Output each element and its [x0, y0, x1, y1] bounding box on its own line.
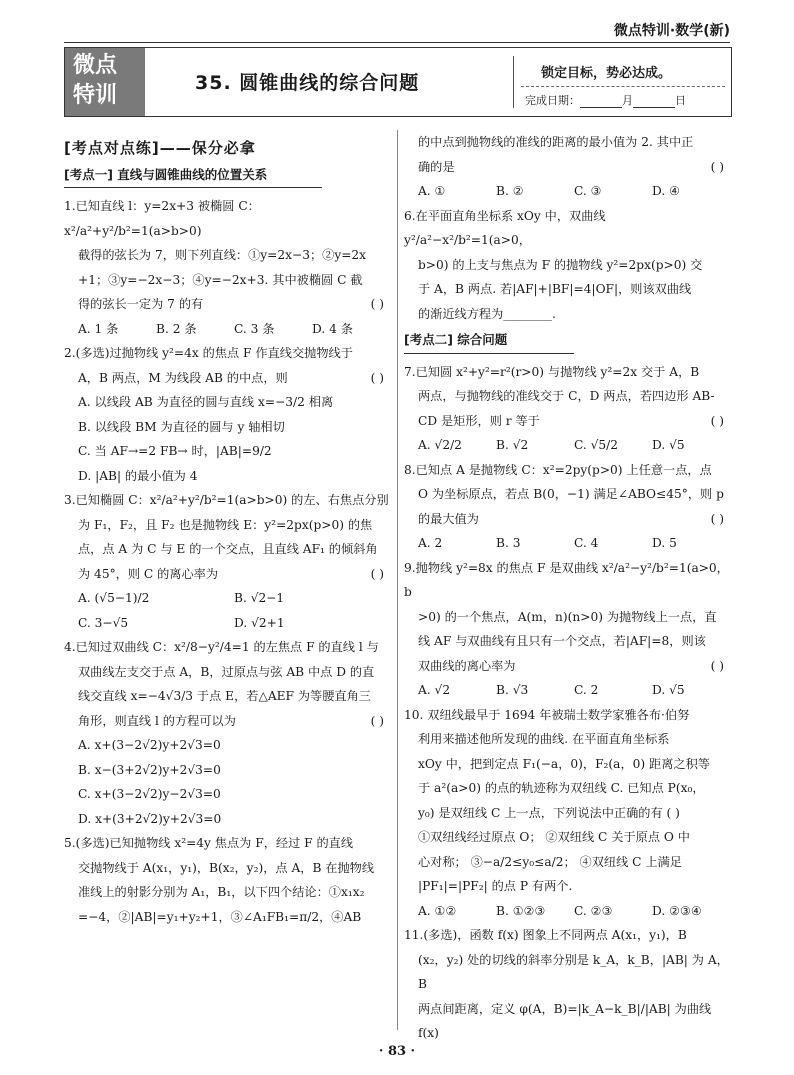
- topic-1-title: [考点一] 直线与圆锥曲线的位置关系: [64, 163, 322, 189]
- q3-option-a[interactable]: A. (√5−1)/2: [78, 591, 150, 605]
- q3-options-row-2: [64, 611, 390, 636]
- motto: 锁定目标，势必达成。: [541, 66, 672, 81]
- q2-option-d[interactable]: D. |AB| 的最小值为 4: [78, 468, 198, 483]
- q7-option-a[interactable]: A. √2/2: [418, 438, 462, 452]
- question-9: [404, 556, 730, 703]
- q1-line-1: 1.已知直线 l：y=2x+3 被椭圆 C：x²/a²+y²/b²=1(a>b>0): [64, 199, 260, 238]
- q1-option-d[interactable]: D. 4 条: [312, 321, 353, 336]
- question-8: [404, 458, 730, 556]
- q3-line-4: 为 45°，则 C 的离心率为: [78, 566, 219, 581]
- series-title: 微点特训·数学(新): [613, 23, 730, 39]
- q7-line-1: 7.已知圆 x²+y²=r²(r>0) 与抛物线 y²=2x 交于 A，B: [404, 364, 700, 379]
- q10-line-1: 10. 双纽线最早于 1694 年被瑞士数学家雅各布·伯努: [404, 707, 690, 722]
- q1-line-4: 得的弦长一定为 7 的有: [78, 297, 204, 311]
- q6-line-3: 于 A，B 两点. 若|AF|+|BF|=4|OF|，则该双曲线: [418, 282, 692, 296]
- q8-option-d[interactable]: D. 5: [652, 536, 677, 550]
- q8-option-a[interactable]: A. 2: [418, 536, 443, 550]
- date-label: 完成日期：: [525, 94, 580, 107]
- q10-line-6: ①双纽线经过原点 O； ②双纽线 C 关于原点 O 中: [418, 830, 690, 844]
- q10-option-c[interactable]: C. ②③: [574, 903, 613, 918]
- q5-line-6: 确的是: [418, 159, 455, 174]
- q10-line-2: 利用来描述他所发现的曲线. 在平面直角坐标系: [418, 732, 670, 746]
- q2-option-a[interactable]: A. 以线段 AB 为直径的圆与直线 x=−3/2 相离: [78, 395, 334, 409]
- month-blank[interactable]: [580, 96, 622, 108]
- page-number: · 83 ·: [378, 1044, 416, 1059]
- q8-line-2: O 为坐标原点，若点 B(0，−1) 满足∠ABO≤45°，则 p: [418, 487, 724, 501]
- q10-line-5: y₀) 是双纽线 C 上一点，下列说法中正确的有 ( ): [418, 805, 680, 820]
- logo-line-2: 特训: [73, 83, 118, 108]
- section-title: [考点对点练]——保分必拿: [64, 139, 256, 157]
- question-5-continued: [404, 130, 730, 204]
- question-1: [64, 194, 390, 341]
- day-label: 日: [675, 94, 686, 107]
- q8-line-3: 的最大值为: [418, 511, 479, 526]
- q7-option-c[interactable]: C. √5/2: [574, 438, 619, 452]
- question-2: [64, 341, 390, 488]
- question-4: [64, 635, 390, 831]
- q5-option-b[interactable]: B. ②: [496, 184, 524, 198]
- q7-option-d[interactable]: D. √5: [652, 438, 685, 452]
- q4-option-b[interactable]: B. x−(3+2√2)y+2√3=0: [78, 762, 221, 777]
- q2-line-1: 2.(多选)过抛物线 y²=4x 的焦点 F 作直线交抛物线于: [64, 346, 353, 360]
- q10-option-b[interactable]: B. ①②③: [496, 903, 546, 918]
- q2-line-2: A，B 两点，M 为线段 AB 的中点，则: [78, 370, 288, 385]
- chapter-title: 35. 圆锥曲线的综合问题: [195, 72, 420, 94]
- q4-option-c[interactable]: C. x+(3−2√2)y−2√3=0: [78, 787, 221, 801]
- q9-option-b[interactable]: B. √3: [496, 683, 529, 697]
- q2-answer-paren[interactable]: ( ): [370, 370, 384, 385]
- q10-line-8: |PF₁|=|PF₂| 的点 P 有两个.: [418, 879, 573, 893]
- q11-line-2: (x₂，y₂) 处的切线的斜率分别是 k_A，k_B，|AB| 为 A，B: [418, 952, 729, 991]
- q10-line-4: 于 a²(a>0) 的点的轨迹称为双纽线 C. 已知点 P(x₀，: [418, 781, 705, 795]
- q1-line-2: 截得的弦长为 7，则下列直线：①y=2x−3；②y=2x: [78, 248, 367, 262]
- q9-option-c[interactable]: C. 2: [574, 683, 599, 697]
- month-label: 月: [622, 94, 633, 107]
- q4-line-4: 角形，则直线 l 的方程可以为: [78, 713, 236, 728]
- q9-options: [404, 678, 730, 703]
- q11-line-3: 两点间距离，定义 φ(A，B)=|k_A−k_B|/|AB| 为曲线 f(x): [418, 1001, 712, 1040]
- q6-line-2: b>0) 的上支与焦点为 F 的抛物线 y²=2px(p>0) 交: [418, 257, 703, 272]
- q5-line-2: 交抛物线于 A(x₁，y₁)，B(x₂，y₂)，点 A，B 在抛物线: [78, 860, 375, 875]
- chapter-header: [64, 47, 732, 117]
- q9-option-d[interactable]: D. √5: [652, 683, 685, 697]
- q7-line-3: CD 是矩形，则 r 等于: [418, 413, 540, 428]
- q4-answer-paren[interactable]: ( ): [370, 713, 384, 728]
- q8-answer-paren[interactable]: ( ): [710, 511, 724, 526]
- q10-line-7: 心对称； ③−a/2≤y₀≤a/2； ④双纽线 C 上满足: [418, 854, 682, 869]
- q4-line-3: 线交直线 x=−4√3/3 于点 E，若△AEF 为等腰直角三: [78, 689, 371, 703]
- logo-line-1: 微点: [73, 53, 118, 78]
- day-blank[interactable]: [633, 96, 675, 108]
- q4-line-1: 4.已知过双曲线 C：x²/8−y²/4=1 的左焦点 F 的直线 l 与: [64, 640, 379, 654]
- q3-option-c[interactable]: C. 3−√5: [78, 615, 129, 630]
- q5-line-5: 的中点到抛物线的准线的距离的最小值为 2. 其中正: [418, 135, 694, 149]
- right-column: [404, 130, 730, 1046]
- q3-answer-paren[interactable]: ( ): [370, 566, 384, 581]
- logo: [65, 48, 145, 116]
- q8-option-c[interactable]: C. 4: [574, 536, 599, 550]
- q9-line-4: 双曲线的离心率为: [418, 658, 516, 673]
- q9-answer-paren[interactable]: ( ): [710, 658, 724, 673]
- header-divider: [513, 56, 514, 108]
- q1-option-c[interactable]: C. 3 条: [234, 321, 275, 336]
- q6-line-4[interactable]: 的渐近线方程为________.: [418, 306, 556, 321]
- top-rule: [64, 42, 730, 43]
- q8-option-b[interactable]: B. 3: [496, 536, 521, 550]
- q5-option-a[interactable]: A. ①: [418, 184, 446, 198]
- q10-options: [404, 899, 730, 924]
- q4-line-2: 双曲线左支交于点 A，B，过原点与弦 AB 中点 D 的直: [78, 664, 375, 679]
- q2-option-b[interactable]: B. 以线段 BM 为直径的圆与 y 轴相切: [78, 419, 285, 434]
- completion-date: [525, 92, 686, 108]
- question-10: [404, 703, 730, 924]
- left-column: [64, 130, 390, 929]
- q4-option-a[interactable]: A. x+(3−2√2)y+2√3=0: [78, 738, 221, 752]
- question-11: [404, 923, 730, 1046]
- q9-line-2: >0) 的一个焦点，A(m，n)(n>0) 为抛物线上一点，直: [418, 609, 717, 624]
- q8-options: [404, 531, 730, 556]
- topic-2-title: [考点二] 综合问题: [404, 328, 574, 354]
- q5-options: [404, 179, 730, 204]
- q1-answer-paren[interactable]: ( ): [370, 297, 384, 311]
- question-3: [64, 488, 390, 635]
- q5-answer-paren[interactable]: ( ): [710, 159, 724, 174]
- q8-line-1: 8.已知点 A 是抛物线 C：x²=2py(p>0) 上任意一点，点: [404, 462, 712, 477]
- q3-option-d[interactable]: D. √2+1: [234, 615, 285, 630]
- q3-options-row-1: [64, 586, 390, 611]
- q3-line-1: 3.已知椭圆 C：x²/a²+y²/b²=1(a>b>0) 的左、右焦点分别: [64, 493, 389, 507]
- q3-line-3: 点，点 A 为 C 与 E 的一个交点，且直线 AF₁ 的倾斜角: [78, 542, 378, 556]
- q11-line-1: 11.(多选)，函数 f(x) 图象上不同两点 A(x₁，y₁)，B: [404, 928, 687, 942]
- question-5: [64, 831, 390, 929]
- q1-line-3: +1；③y=−2x−3；④y=−2x+3. 其中被椭圆 C 截: [78, 272, 363, 287]
- q5-option-c[interactable]: C. ③: [574, 184, 602, 198]
- q1-options: [64, 317, 390, 342]
- q10-option-a[interactable]: A. ①②: [418, 903, 457, 918]
- q7-options: [404, 433, 730, 458]
- q5-option-d[interactable]: D. ④: [652, 184, 681, 198]
- motto-divider: [521, 86, 725, 87]
- q4-option-d[interactable]: D. x+(3+2√2)y+2√3=0: [78, 811, 222, 826]
- q7-option-b[interactable]: B. √2: [496, 438, 529, 452]
- q9-line-3: 线 AF 与双曲线有且只有一个交点，若|AF|=8，则该: [418, 634, 706, 648]
- q9-option-a[interactable]: A. √2: [418, 683, 451, 697]
- question-6: [404, 204, 730, 327]
- q3-option-b[interactable]: B. √2−1: [234, 591, 285, 605]
- q7-line-2: 两点，与抛物线的准线交于 C，D 两点，若四边形 AB-: [418, 389, 715, 403]
- q5-line-1: 5.(多选)已知抛物线 x²=4y 焦点为 F，经过 F 的直线: [64, 836, 354, 850]
- question-7: [404, 360, 730, 458]
- q1-option-b[interactable]: B. 2 条: [156, 321, 197, 336]
- q10-option-d[interactable]: D. ②③④: [652, 903, 702, 918]
- column-divider: [397, 130, 398, 1030]
- q7-answer-paren[interactable]: ( ): [710, 413, 724, 428]
- q6-line-1: 6.在平面直角坐标系 xOy 中，双曲线 y²/a²−x²/b²=1(a>0，: [404, 208, 606, 247]
- q5-line-3: 准线上的射影分别为 A₁，B₁，以下四个结论：①x₁x₂: [78, 885, 365, 899]
- q1-option-a[interactable]: A. 1 条: [78, 321, 119, 336]
- q10-line-3: xOy 中，把到定点 F₁(−a，0)，F₂(a，0) 距离之积等: [418, 756, 710, 771]
- q5-line-4: =−4，②|AB|=y₁+y₂+1，③∠A₁FB₁=π/2，④AB: [78, 909, 362, 924]
- q9-line-1: 9.抛物线 y²=8x 的焦点 F 是双曲线 x²/a²−y²/b²=1(a>0，b: [404, 560, 729, 599]
- q3-line-2: 为 F₁，F₂，且 F₂ 也是抛物线 E：y²=2px(p>0) 的焦: [78, 517, 373, 532]
- q2-option-c[interactable]: C. 当 AF→=2 FB→ 时，|AB|=9/2: [78, 444, 272, 458]
